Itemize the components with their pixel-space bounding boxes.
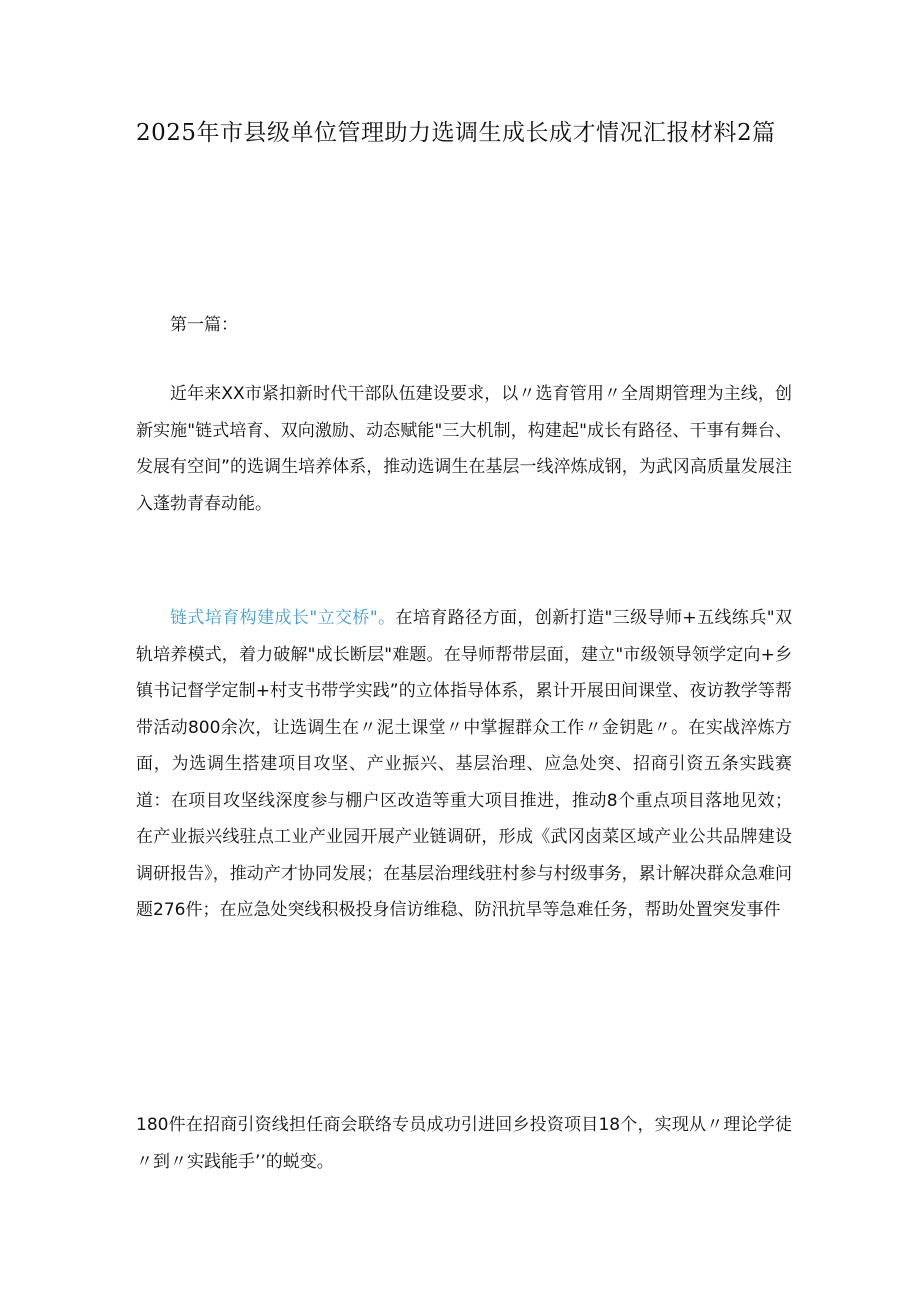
paragraph-chain-training xyxy=(136,600,792,929)
document-title: 2025年市县级单位管理助力选调生成长成才情况汇报材料2篇 xyxy=(136,120,776,146)
paragraph-heading-highlight: 链式培育构建成长"立交桥"。 xyxy=(170,608,396,628)
paragraph-continuation: 180件在招商引资线担任商会联络专员成功引进回乡投资项目18个，实现从〃理论学徒〃到〃实践能手’’的蜕变。 xyxy=(136,1115,792,1172)
paragraph-body: 在培育路径方面，创新打造"三级导师+五线练兵"双轨培养模式，着力破解"成长断层"难题。在导师帮带层面，建立"市级领导领学定向+乡镇书记督学定制+村支书带学实践”的立体指导体系，累计开展田间课堂、夜访教学等帮带活动800余次，让选调生在〃泥土课堂〃中掌握群众工作〃金钥匙〃。在实战淬炼方面，为选调生搭建项目攻坚、产业振兴、基层治理、应急处突、招商引资五条实践赛道：在项目攻坚线深度参与棚户区改造等重大项目推进，推动8个重点项目落地见效；在产业振兴线驻点工业产业园开展产业链调研，形成《武冈卤菜区域产业公共品牌建设调研报告》，推动产才协同发展；在基层治理线驻村参与村级事务，累计解决群众急难问题276件；在应急处突线积极投身信访维稳、防汛抗旱等急难任务，帮助处置突发事件 xyxy=(136,608,792,920)
paragraph-intro: 近年来XX市紧扣新时代干部队伍建设要求，以〃选育管用〃全周期管理为主线，创新实施"链式培育、双向激励、动态赋能"三大机制，构建起"成长有路径、干事有舞台、发展有空间”的选调生培养体系，推动选调生在基层一线淬炼成钢，为武冈高质量发展注入蓬勃青春动能。 xyxy=(136,384,792,514)
section-label: 第一篇： xyxy=(170,315,238,335)
